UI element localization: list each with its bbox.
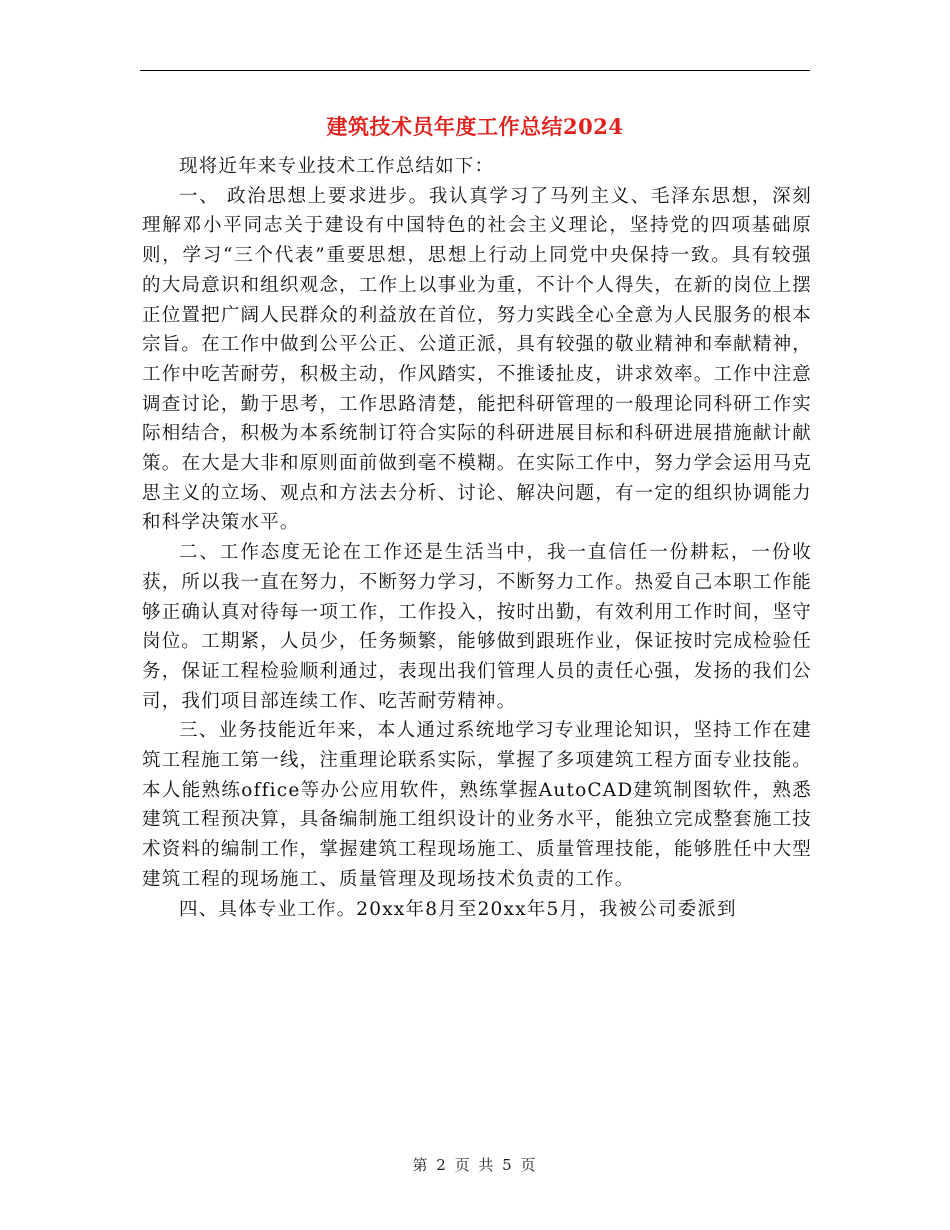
paragraph-specific-work: 四、具体专业工作。20xx年8月至20xx年5月，我被公司委派到 bbox=[179, 898, 737, 920]
page-number-footer: 第 2 页 共 5 页 bbox=[412, 1156, 538, 1174]
paragraph-skills: 三、业务技能近年来，本人通过系统地学习专业理论知识，坚持工作在建筑工程施工第一线，注重理论联系实际，掌握了多项建筑工程方面专业技能。本人能熟练office等办公应用软件，熟练掌握AutoCAD建筑制图软件，熟悉建筑工程预决算，具备编制施工组织设计的业务水平，能独立完成整套施工技术资料的编制工作，掌握建筑工程现场施工、质量管理技能，能够胜任中大型建筑工程的现场施工、质量管理及现场技术负责的工作。 bbox=[142, 720, 812, 890]
paragraph-intro: 现将近年来专业技术工作总结如下： bbox=[179, 156, 495, 177]
header-rule bbox=[140, 70, 810, 71]
paragraph-political: 一、 政治思想上要求进步。我认真学习了马列主义、毛泽东思想，深刻理解邓小平同志关于建设有中国特色的社会主义理论，坚持党的四项基础原则，学习“三个代表”重要思想，思想上行动上同党中央保持一致。具有较强的大局意识和组织观念，工作上以事业为重，不计个人得失，在新的岗位上摆正位置把广阔人民群众的利益放在首位，努力实践全心全意为人民服务的根本宗旨。在工作中做到公平公正、公道正派，具有较强的敬业精神和奉献精神，工作中吃苦耐劳，积极主动，作风踏实，不推诿扯皮，讲求效率。工作中注意调查讨论，勤于思考，工作思路清楚，能把科研管理的一般理论同科研工作实际相结合，积极为本系统制订符合实际的科研进展目标和科研进展措施献计献策。在大是大非和原则面前做到毫不模糊。在实际工作中，努力学会运用马克思主义的立场、观点和方法去分析、讨论、解决问题，有一定的组织协调能力和科学决策水平。 bbox=[142, 185, 812, 534]
document-body bbox=[142, 152, 812, 924]
document-title: 建筑技术员年度工作总结2024 bbox=[326, 114, 624, 139]
paragraph-attitude: 二、工作态度无论在工作还是生活当中，我一直信任一份耕耘，一份收获，所以我一直在努力，不断努力学习，不断努力工作。热爱自己本职工作能够正确认真对待每一项工作，工作投入，按时出勤，有效利用工作时间，坚守岗位。工期紧，人员少，任务频繁，能够做到跟班作业，保证按时完成检验任务，保证工程检验顺利通过，表现出我们管理人员的责任心强，发扬的我们公司，我们项目部连续工作、吃苦耐劳精神。 bbox=[142, 542, 812, 712]
